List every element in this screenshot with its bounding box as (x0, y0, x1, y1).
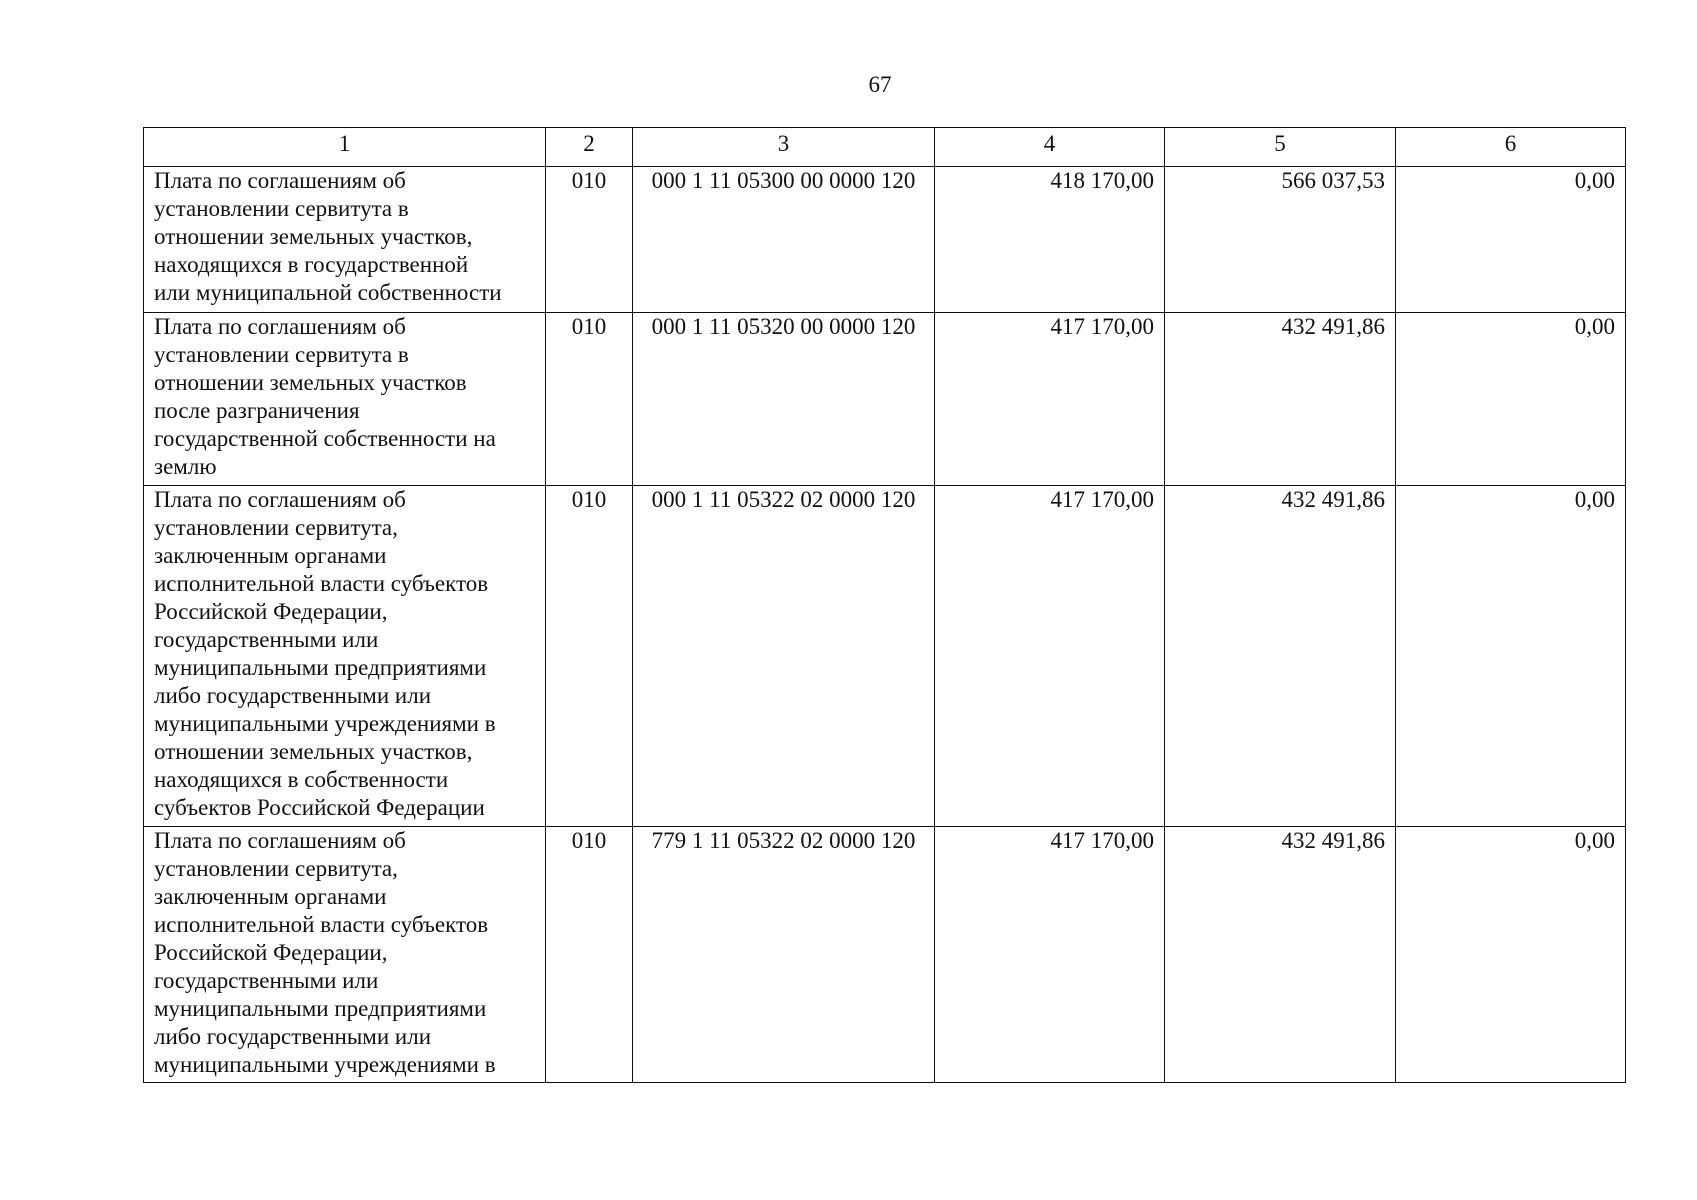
value-cell-4: 418 170,00 (935, 167, 1165, 313)
table-row (144, 486, 1626, 827)
budget-code-cell: 000 1 11 05300 00 0000 120 (633, 167, 935, 313)
column-header-3: 3 (633, 128, 935, 167)
value-cell-6: 0,00 (1396, 313, 1626, 486)
admin-code-cell: 010 (546, 827, 633, 1083)
table-row (144, 827, 1626, 1083)
row-name-cell: Плата по соглашениям об установлении сервитута в отношении земельных участков, находящихся в государственной или муниципальной собственности (144, 167, 546, 313)
value-cell-5: 432 491,86 (1165, 827, 1396, 1083)
admin-code-cell: 010 (546, 486, 633, 827)
value-cell-4: 417 170,00 (935, 486, 1165, 827)
value-cell-5: 566 037,53 (1165, 167, 1396, 313)
revenue-table (143, 127, 1626, 1083)
value-cell-4: 417 170,00 (935, 313, 1165, 486)
page-number: 67 (868, 72, 892, 97)
column-header-2: 2 (546, 128, 633, 167)
column-header-1: 1 (144, 128, 546, 167)
table-row (144, 167, 1626, 313)
value-cell-5: 432 491,86 (1165, 486, 1396, 827)
value-cell-6: 0,00 (1396, 486, 1626, 827)
admin-code-cell: 010 (546, 313, 633, 486)
value-cell-5: 432 491,86 (1165, 313, 1396, 486)
table-row (144, 313, 1626, 486)
row-name-cell: Плата по соглашениям об установлении сервитута, заключенным органами исполнительной власти субъектов Российской Федерации, государственными или муниципальными предприятиями либо государственными или муниципальными учреждениями в отношении земельных участков, находящихся в собственности субъектов Российской Федерации (144, 486, 546, 827)
admin-code-cell: 010 (546, 167, 633, 313)
budget-code-cell: 000 1 11 05320 00 0000 120 (633, 313, 935, 486)
column-header-5: 5 (1165, 128, 1396, 167)
column-header-4: 4 (935, 128, 1165, 167)
value-cell-6: 0,00 (1396, 827, 1626, 1083)
budget-code-cell: 000 1 11 05322 02 0000 120 (633, 486, 935, 827)
value-cell-6: 0,00 (1396, 167, 1626, 313)
row-name-cell: Плата по соглашениям об установлении сервитута, заключенным органами исполнительной власти субъектов Российской Федерации, государственными или муниципальными предприятиями либо государственными или муниципальными учреждениями в (144, 827, 546, 1083)
value-cell-4: 417 170,00 (935, 827, 1165, 1083)
column-header-6: 6 (1396, 128, 1626, 167)
table-header-row (144, 128, 1626, 167)
budget-code-cell: 779 1 11 05322 02 0000 120 (633, 827, 935, 1083)
row-name-cell: Плата по соглашениям об установлении сервитута в отношении земельных участков после разграничения государственной собственности на землю (144, 313, 546, 486)
